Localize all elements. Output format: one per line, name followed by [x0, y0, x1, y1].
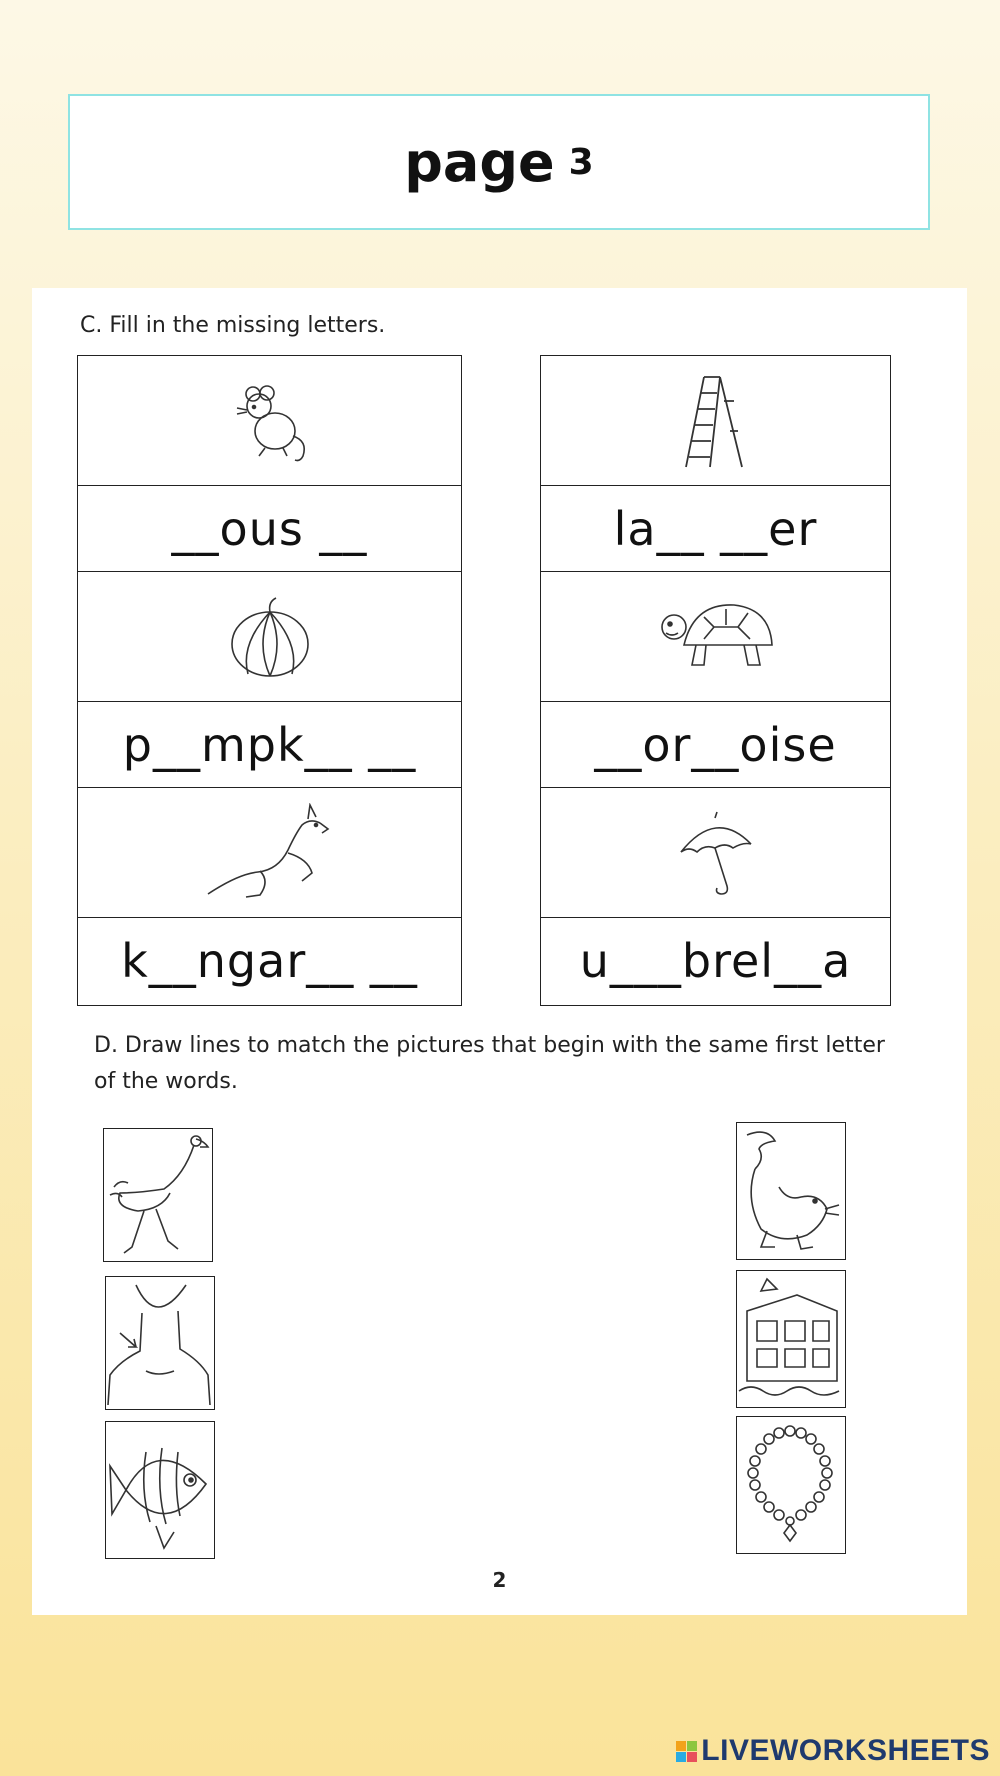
right-fill-grid [540, 355, 891, 1006]
ferry-icon [737, 1271, 844, 1406]
ostrich-icon [104, 1129, 211, 1260]
ladder-icon [676, 371, 756, 471]
match-right-necklace[interactable] [736, 1416, 846, 1554]
umbrella-icon [671, 808, 761, 898]
word-pumpkin: p__mpk__ __ [78, 702, 461, 788]
word-mouse: __ous __ [78, 486, 461, 572]
picture-cell-pumpkin [78, 572, 461, 702]
necklace-icon [737, 1417, 844, 1552]
match-right-otter[interactable] [736, 1122, 846, 1260]
mouse-icon [225, 376, 315, 466]
kangaroo-icon [200, 803, 340, 903]
match-left-neck[interactable] [105, 1276, 215, 1410]
section-d-instruction [94, 1028, 885, 1100]
left-fill-grid [77, 355, 462, 1006]
word-kangaroo: k__ngar__ __ [121, 934, 418, 988]
page-number: 2 [492, 1568, 507, 1592]
picture-cell-tortoise [541, 572, 890, 702]
tortoise-icon [656, 597, 776, 677]
word-umbrella: u___brel__a [579, 934, 852, 988]
picture-cell-mouse [78, 356, 461, 486]
page-title-number: 3 [568, 141, 594, 183]
fish-icon [106, 1422, 213, 1557]
logo-blocks-icon [676, 1741, 697, 1762]
section-c-instruction: C. Fill in the missing letters. [80, 313, 386, 338]
word-ladder: la__ __er [541, 486, 890, 572]
pumpkin-icon [225, 592, 315, 682]
section-d-instruction-line1: D. Draw lines to match the pictures that begin with the same first letter [94, 1033, 885, 1058]
picture-cell-umbrella [541, 788, 890, 918]
liveworksheets-logo[interactable] [676, 1734, 990, 1768]
match-right-ferry[interactable] [736, 1270, 846, 1408]
brand-name: LIVEWORKSHEETS [701, 1734, 990, 1767]
match-left-fish[interactable] [105, 1421, 215, 1559]
picture-cell-kangaroo [78, 788, 461, 918]
word-tortoise: __or__oise [541, 702, 890, 788]
otter-icon [737, 1123, 844, 1258]
page-title: page [404, 130, 555, 194]
match-left-ostrich[interactable] [103, 1128, 213, 1262]
neck-icon [106, 1277, 213, 1408]
picture-cell-ladder [541, 356, 890, 486]
worksheet-page [32, 288, 967, 1615]
section-d-instruction-line2: of the words. [94, 1069, 238, 1094]
title-box [68, 94, 930, 230]
